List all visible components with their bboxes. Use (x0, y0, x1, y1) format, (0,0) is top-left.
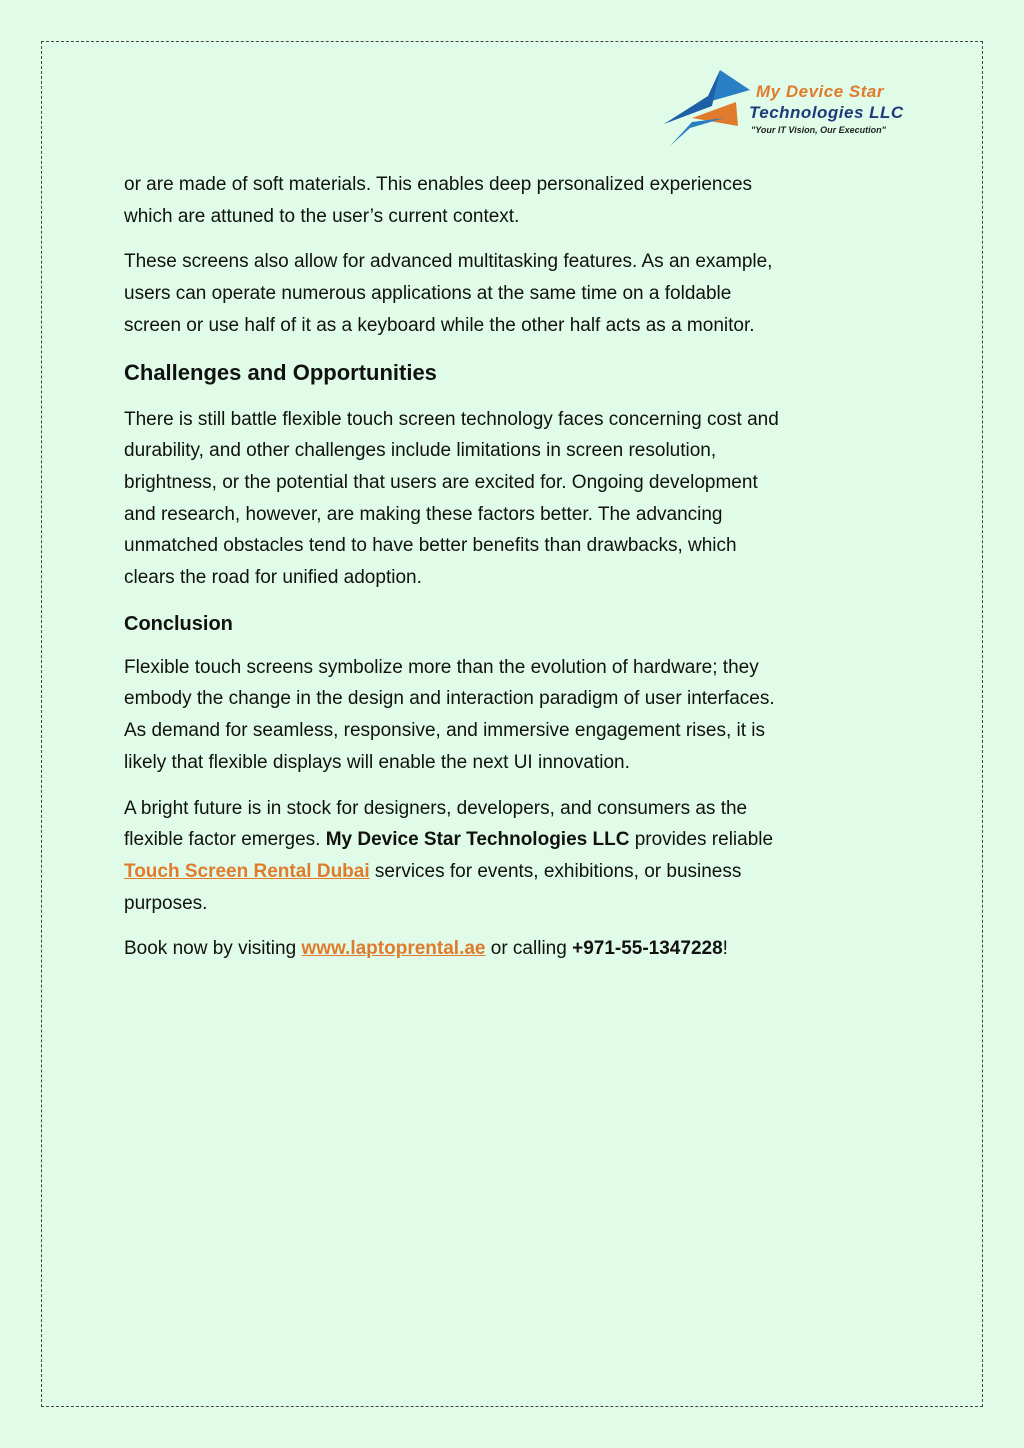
document-body (124, 169, 924, 979)
text-line (124, 933, 924, 965)
text-line: which are attuned to the user’s current context. (124, 205, 520, 227)
star-logo-icon (662, 66, 757, 148)
text: provides reliable (629, 829, 774, 851)
text-line: There is still battle flexible touch screen technology faces concerning cost and (124, 408, 779, 430)
text: Book now by visiting (124, 938, 302, 960)
company-name: My Device Star Technologies LLC (325, 829, 630, 851)
paragraph (124, 652, 924, 779)
text-line: brightness, or the potential that users are excited for. Ongoing development (124, 471, 758, 493)
text-line: users can operate numerous applications at the same time on a foldable (124, 283, 732, 305)
website-link[interactable]: www.laptoprental.ae (301, 938, 486, 960)
paragraph (124, 246, 924, 341)
text: flexible factor emerges. (124, 829, 326, 851)
text-line: and research, however, are making these factors better. The advancing (124, 503, 723, 525)
text-line: or are made of soft materials. This enables deep personalized experiences (124, 174, 753, 195)
paragraph (124, 404, 924, 594)
touch-screen-rental-link[interactable]: Touch Screen Rental Dubai (124, 860, 370, 882)
logo-line1: My Device Star (756, 82, 884, 101)
text-line: clears the road for unified adoption. (124, 567, 422, 589)
heading-conclusion: Conclusion (124, 612, 233, 635)
text-line (124, 856, 924, 888)
text-line: embody the change in the design and interaction paradigm of user interfaces. (124, 688, 775, 710)
paragraph (124, 793, 924, 920)
paragraph (124, 933, 924, 965)
text-line: As demand for seamless, responsive, and immersive engagement rises, it is (124, 720, 765, 742)
phone-number: +971-55-1347228 (572, 938, 723, 960)
text-line: durability, and other challenges include limitations in screen resolution, (124, 440, 717, 462)
text-line: likely that flexible displays will enable the next UI innovation. (124, 751, 630, 773)
text-line: purposes. (124, 892, 208, 914)
text-line: A bright future is in stock for designers, developers, and consumers as the (124, 797, 748, 819)
text-line: unmatched obstacles tend to have better benefits than drawbacks, which (124, 535, 737, 557)
text: or calling (485, 938, 573, 960)
text: services for events, exhibitions, or business (369, 860, 742, 882)
text-line: Flexible touch screens symbolize more than the evolution of hardware; they (124, 656, 759, 678)
company-logo (662, 66, 912, 148)
heading-challenges: Challenges and Opportunities (124, 359, 437, 385)
text-line: screen or use half of it as a keyboard while the other half acts as a monitor. (124, 314, 755, 336)
text: ! (722, 938, 728, 960)
logo-tagline: "Your IT Vision, Our Execution" (751, 125, 886, 135)
logo-line2: Technologies LLC (749, 103, 904, 122)
paragraph (124, 169, 924, 232)
text-line: These screens also allow for advanced multitasking features. As an example, (124, 251, 773, 273)
text-line (124, 824, 924, 856)
